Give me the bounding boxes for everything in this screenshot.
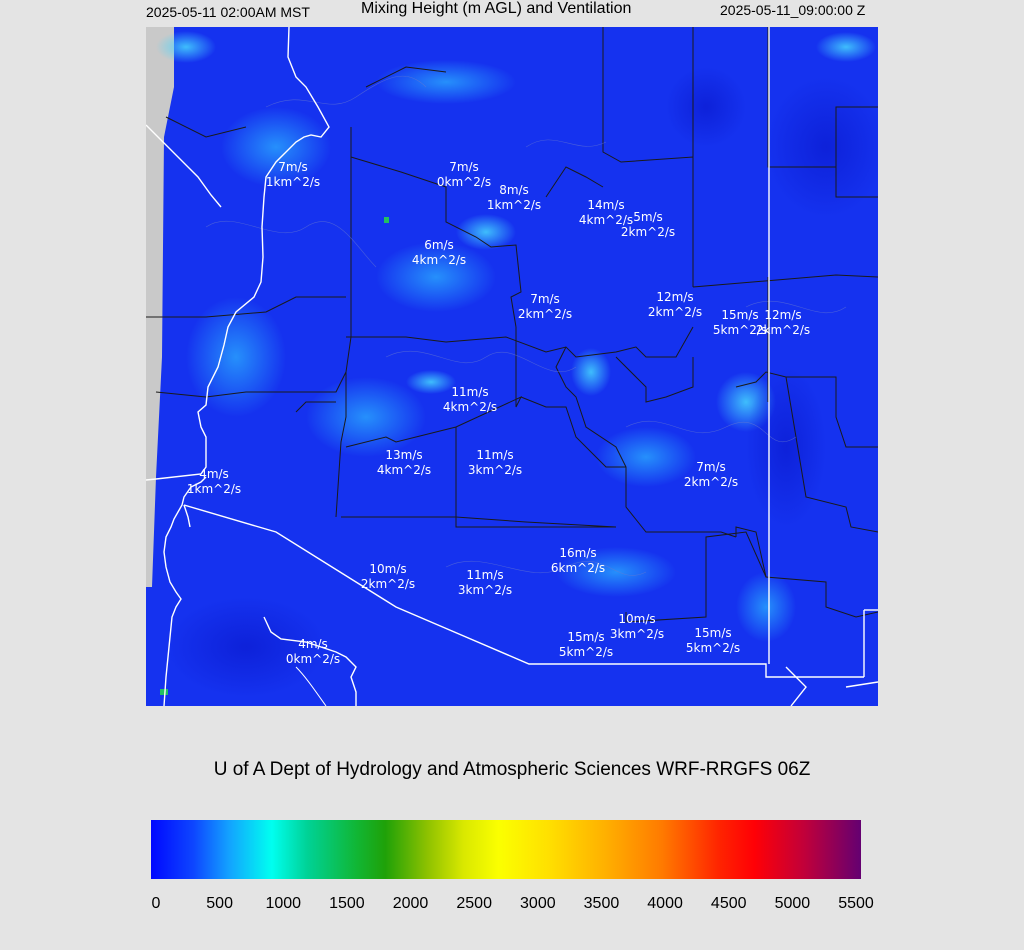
- field-texture: [746, 367, 826, 527]
- ventilation-text: 5km^2/s: [712, 323, 768, 337]
- ventilation-text: 5km^2/s: [558, 645, 614, 659]
- wind-speed-text: 4m/s: [199, 467, 229, 481]
- local-time-label: 2025-05-11 02:00AM MST: [146, 4, 310, 20]
- wind-speed-text: 7m/s: [449, 160, 479, 174]
- wind-speed-text: 7m/s: [530, 292, 560, 306]
- colorbar-tick-label: 1000: [265, 895, 302, 912]
- wind-speed-text: 13m/s: [385, 448, 423, 462]
- ventilation-text: 4km^2/s: [411, 253, 467, 267]
- wind-speed-text: 15m/s: [567, 630, 605, 644]
- ventilation-text: 0km^2/s: [436, 175, 492, 189]
- colorbar-tick-label: 1500: [329, 895, 365, 912]
- field-texture: [736, 572, 796, 642]
- colorbar-tick-label: 3000: [520, 895, 556, 912]
- wind-speed-text: 10m/s: [369, 562, 407, 576]
- ventilation-text: 1km^2/s: [486, 198, 542, 212]
- wind-speed-text: 11m/s: [476, 448, 514, 462]
- ventilation-text: 2km^2/s: [683, 475, 739, 489]
- wind-speed-text: 16m/s: [559, 546, 597, 560]
- colorbar-tick-label: 500: [206, 895, 233, 912]
- wind-speed-text: 7m/s: [696, 460, 726, 474]
- colorbar-tick-label: 5500: [838, 895, 874, 912]
- mixing-height-map: [146, 27, 878, 706]
- ventilation-text: 2km^2/s: [517, 307, 573, 321]
- ventilation-text: 1km^2/s: [186, 482, 242, 496]
- ventilation-text: 0km^2/s: [285, 652, 341, 666]
- ventilation-text: 3km^2/s: [457, 583, 513, 597]
- field-texture: [376, 60, 516, 104]
- wind-speed-text: 15m/s: [721, 308, 759, 322]
- field-texture: [666, 67, 746, 147]
- wind-speed-text: 14m/s: [587, 198, 625, 212]
- ventilation-text: 2km^2/s: [755, 323, 811, 337]
- colorbar-tick-label: 4000: [647, 895, 683, 912]
- wind-speed-text: 7m/s: [278, 160, 308, 174]
- wind-speed-text: 6m/s: [424, 238, 454, 252]
- green-pixel: [160, 689, 168, 695]
- field-texture: [406, 370, 456, 394]
- ventilation-text: 3km^2/s: [609, 627, 665, 641]
- ventilation-text: 2km^2/s: [620, 225, 676, 239]
- wind-speed-text: 15m/s: [694, 626, 732, 640]
- wind-speed-text: 10m/s: [618, 612, 656, 626]
- colorbar-tick-label: 4500: [710, 895, 747, 912]
- wind-speed-text: 4m/s: [298, 637, 328, 651]
- colorbar-tick-label: 2000: [392, 895, 429, 912]
- colorbar-tick-label: 3500: [583, 895, 620, 912]
- colorbar-tick-label: 2500: [456, 895, 492, 912]
- field-texture: [596, 427, 696, 487]
- ventilation-text: 2km^2/s: [360, 577, 416, 591]
- ventilation-text: 1km^2/s: [265, 175, 321, 189]
- field-texture: [816, 32, 876, 62]
- ventilation-text: 2km^2/s: [647, 305, 703, 319]
- colorbar: [151, 820, 861, 879]
- model-credit: U of A Dept of Hydrology and Atmospheric Sciences WRF-RRGFS 06Z: [213, 759, 811, 780]
- field-texture: [156, 31, 216, 63]
- field-texture: [306, 377, 426, 457]
- colorbar-ticks: [0, 895, 1024, 917]
- ventilation-text: 4km^2/s: [442, 400, 498, 414]
- wind-speed-text: 8m/s: [499, 183, 529, 197]
- ventilation-text: 6km^2/s: [550, 561, 606, 575]
- valid-time-label: 2025-05-11_09:00:00 Z: [720, 2, 866, 18]
- green-pixel: [384, 217, 389, 223]
- ventilation-text: 3km^2/s: [467, 463, 523, 477]
- wind-speed-text: 12m/s: [764, 308, 802, 322]
- ventilation-text: 5km^2/s: [685, 641, 741, 655]
- wind-speed-text: 12m/s: [656, 290, 694, 304]
- wind-speed-text: 5m/s: [633, 210, 663, 224]
- ventilation-text: 4km^2/s: [376, 463, 432, 477]
- colorbar-tick-label: 0: [151, 895, 161, 912]
- colorbar-tick-label: 5000: [774, 895, 811, 912]
- ventilation-text: 4km^2/s: [578, 213, 634, 227]
- wind-speed-text: 11m/s: [466, 568, 504, 582]
- map-title: Mixing Height (m AGL) and Ventilation: [361, 0, 632, 17]
- wind-speed-text: 11m/s: [451, 385, 489, 399]
